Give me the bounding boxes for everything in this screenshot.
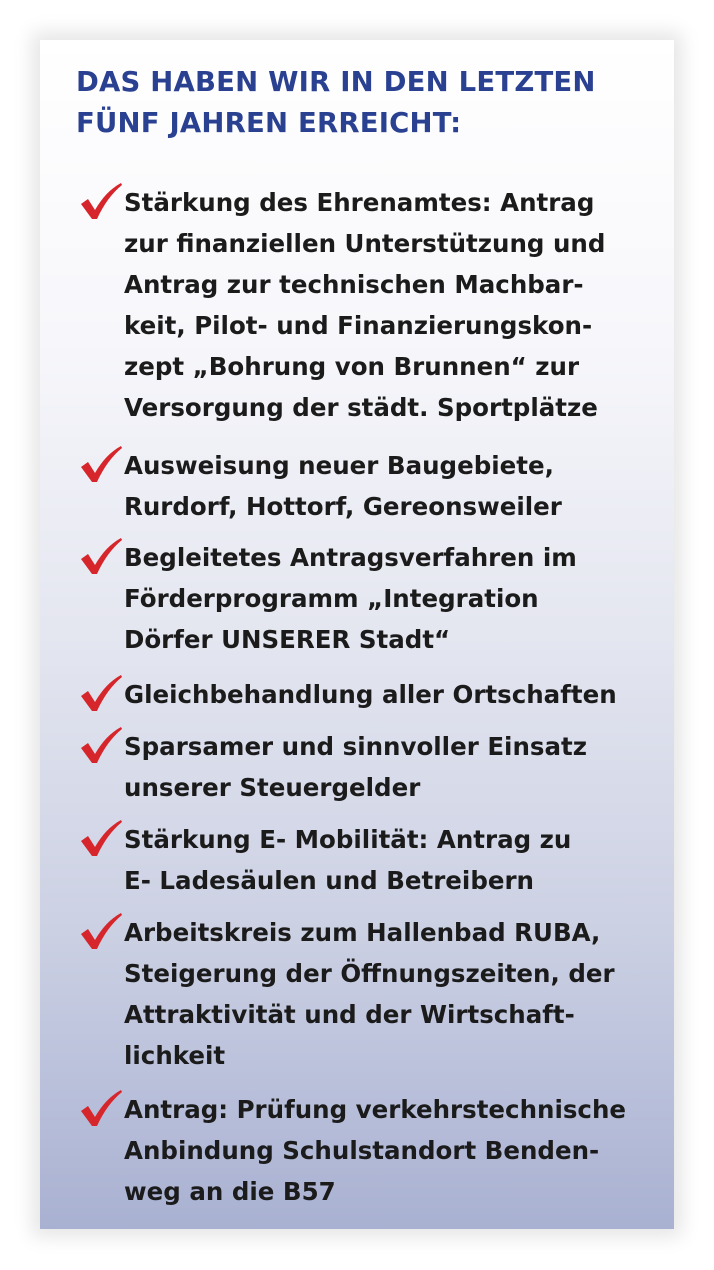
checkmark-icon [78, 1089, 124, 1129]
checkmark-icon [78, 674, 124, 714]
checkmark-icon [78, 819, 124, 859]
text-line: Dörfer UNSERER Stadt“ [124, 625, 451, 654]
text-line: lichkeit [124, 1041, 226, 1070]
info-card [40, 40, 674, 1229]
achievement-text [124, 674, 664, 715]
card-heading [76, 62, 656, 144]
text-line: unserer Steuergelder [124, 773, 421, 802]
achievement-text [124, 912, 664, 1076]
text-line: zur finanziellen Unterstützung und [124, 229, 606, 258]
text-line: Sparsamer und sinnvoller Einsatz [124, 732, 587, 761]
text-line: keit, Pilot- und Finanzierungskon- [124, 311, 593, 340]
text-line: Ausweisung neuer Baugebiete, [124, 451, 554, 480]
text-line: Steigerung der Öffnungszeiten, der [124, 959, 615, 988]
text-line: Attraktivität und der Wirtschaft- [124, 1000, 575, 1029]
text-line: Gleichbehandlung aller Ortschaften [124, 680, 617, 709]
text-line: Förderprogramm „Integration [124, 584, 539, 613]
text-line: Antrag zur technischen Machbar- [124, 270, 584, 299]
text-line: Rurdorf, Hottorf, Gereonsweiler [124, 492, 562, 521]
text-line: Versorgung der städt. Sportplätze [124, 393, 598, 422]
text-line: Antrag: Prüfung verkehrstechnische [124, 1095, 627, 1124]
achievement-text [124, 537, 664, 660]
checkmark-icon [78, 912, 124, 952]
text-line: zept „Bohrung von Brunnen“ zur [124, 352, 580, 381]
achievement-text [124, 182, 664, 428]
checkmark-icon [78, 726, 124, 766]
checkmark-icon [78, 182, 124, 222]
heading-line: DAS HABEN WIR IN DEN LETZTEN [76, 66, 596, 98]
heading-line: FÜNF JAHREN ERREICHT: [76, 107, 462, 139]
achievement-text [124, 1089, 664, 1212]
text-line: Stärkung E- Mobilität: Antrag zu [124, 825, 572, 854]
text-line: Begleitetes Antragsverfahren im [124, 543, 577, 572]
text-line: Anbindung Schulstandort Benden- [124, 1136, 600, 1165]
text-line: Stärkung des Ehrenamtes: Antrag [124, 188, 595, 217]
text-line: E- Ladesäulen und Betreibern [124, 866, 535, 895]
text-line: weg an die B57 [124, 1177, 336, 1206]
achievement-text [124, 445, 664, 527]
achievement-text [124, 819, 664, 901]
achievement-text [124, 726, 664, 808]
checkmark-icon [78, 537, 124, 577]
checkmark-icon [78, 445, 124, 485]
text-line: Arbeitskreis zum Hallenbad RUBA, [124, 918, 601, 947]
